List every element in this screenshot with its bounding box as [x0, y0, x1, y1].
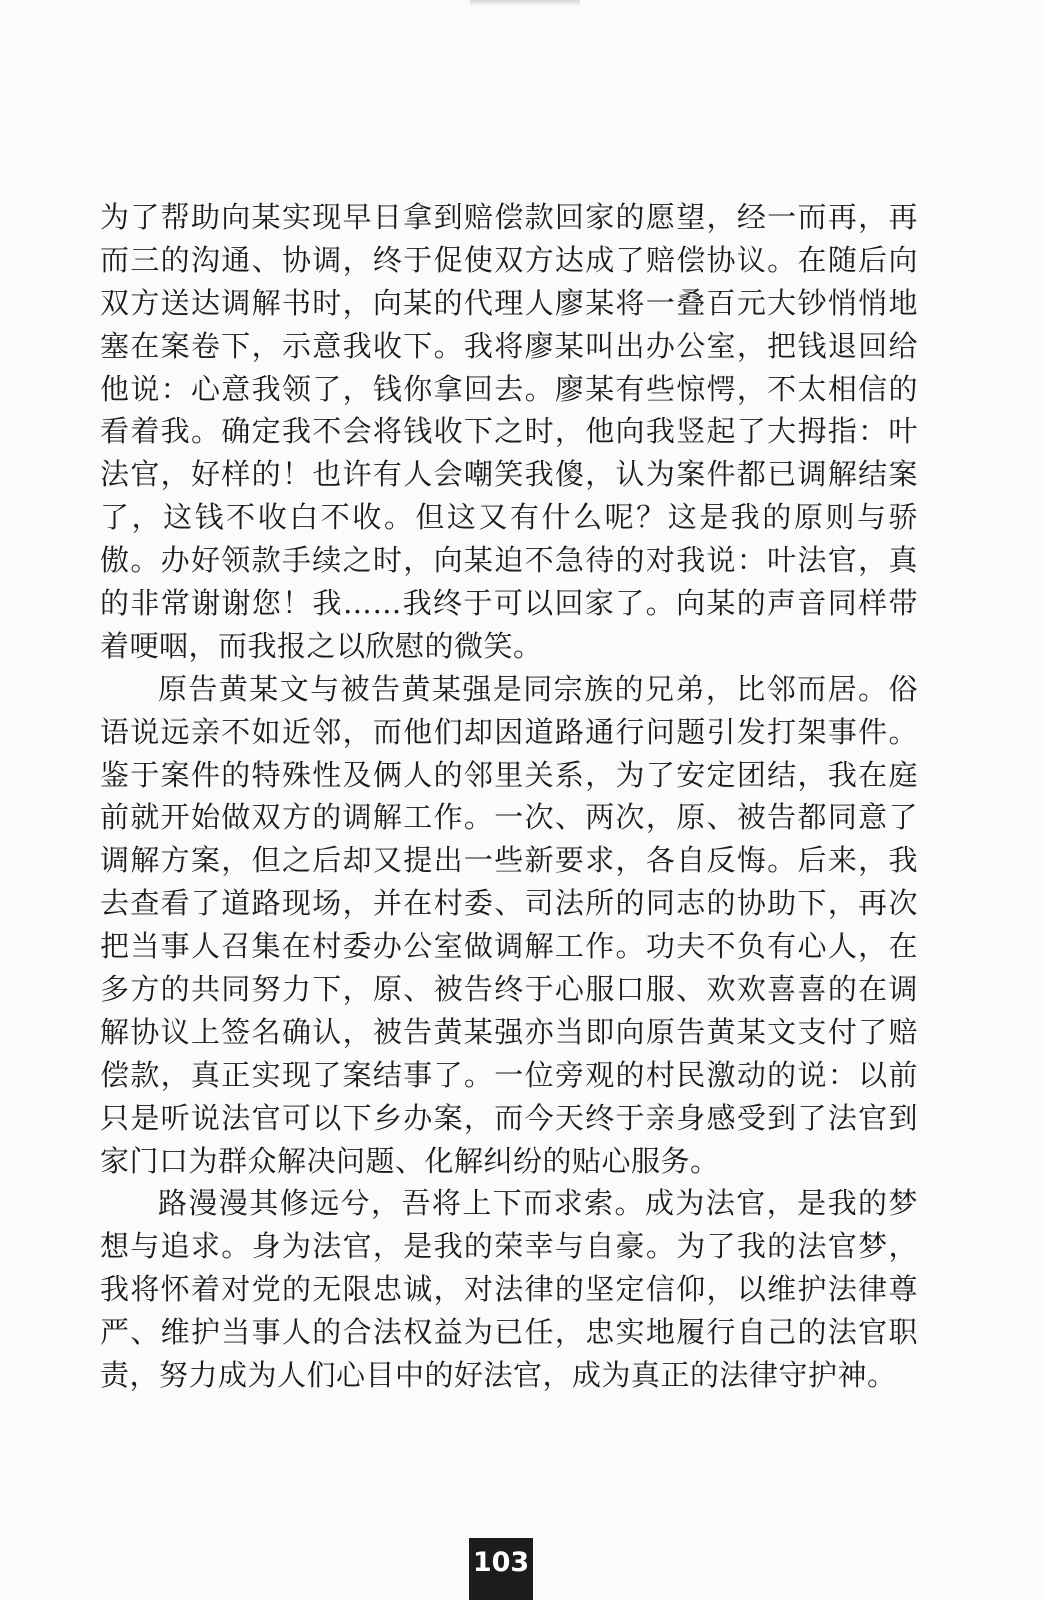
text-line: 傲。办好领款手续之时，向某迫不急待的对我说：叶法官，真: [100, 543, 918, 578]
text-line: 多方的共同努力下，原、被告终于心服口服、欢欢喜喜的在调: [100, 972, 918, 1007]
page-number: 103: [469, 1538, 533, 1600]
text-line: 而三的沟通、协调，终于促使双方达成了赔偿协议。在随后向: [100, 242, 918, 277]
paragraph-1: [100, 196, 918, 668]
text-line: 偿款，真正实现了案结事了。一位旁观的村民激动的说：以前: [100, 1057, 918, 1092]
text-line: 双方送达调解书时，向某的代理人廖某将一叠百元大钞悄悄地: [100, 285, 918, 320]
text-line: 解协议上签名确认，被告黄某强亦当即向原告黄某文支付了赔: [100, 1014, 918, 1049]
text-line: 着哽咽，而我报之以欣慰的微笑。: [100, 628, 543, 663]
text-line: 语说远亲不如近邻，而他们却因道路通行问题引发打架事件。: [100, 714, 918, 749]
text-line: 他说：心意我领了，钱你拿回去。廖某有些惊愕，不太相信的: [100, 371, 918, 406]
text-line: 调解方案，但之后却又提出一些新要求，各自反悔。后来，我: [100, 843, 918, 878]
text-line: 路漫漫其修远兮，吾将上下而求索。成为法官，是我的梦: [158, 1186, 918, 1221]
body-text: [100, 196, 918, 1397]
text-line: 鉴于案件的特殊性及俩人的邻里关系，为了安定团结，我在庭: [100, 757, 918, 792]
text-line: 家门口为群众解决问题、化解纠纷的贴心服务。: [100, 1143, 720, 1178]
text-line: 为了帮助向某实现早日拿到赔偿款回家的愿望，经一而再，再: [100, 200, 918, 234]
text-line: 法官，好样的！也许有人会嘲笑我傻，认为案件都已调解结案: [100, 457, 918, 492]
text-line: 只是听说法官可以下乡办案，而今天终于亲身感受到了法官到: [100, 1100, 918, 1135]
paragraph-2: [100, 668, 918, 1183]
text-line: 了，这钱不收白不收。但这又有什么呢？这是我的原则与骄: [100, 500, 918, 535]
text-line: 原告黄某文与被告黄某强是同宗族的兄弟，比邻而居。俗: [158, 671, 918, 706]
text-line: 塞在案卷下，示意我收下。我将廖某叫出办公室，把钱退回给: [100, 328, 918, 363]
text-line: 的非常谢谢您！我……我终于可以回家了。向某的声音同样带: [100, 586, 918, 621]
scan-shadow: [470, 0, 580, 6]
text-line: 把当事人召集在村委办公室做调解工作。功夫不负有心人，在: [100, 929, 918, 964]
text-line: 我将怀着对党的无限忠诚，对法律的坚定信仰，以维护法律尊: [100, 1272, 918, 1307]
paragraph-3: [100, 1182, 918, 1396]
text-line: 责，努力成为人们心目中的好法官，成为真正的法律守护神。: [100, 1358, 897, 1393]
text-line: 想与追求。身为法官，是我的荣幸与自豪。为了我的法官梦，: [100, 1229, 918, 1264]
text-line: 前就开始做双方的调解工作。一次、两次，原、被告都同意了: [100, 800, 918, 835]
text-line: 去查看了道路现场，并在村委、司法所的同志的协助下，再次: [100, 886, 918, 921]
text-line: 严、维护当事人的合法权益为已任，忠实地履行自己的法官职: [100, 1315, 918, 1350]
text-line: 看着我。确定我不会将钱收下之时，他向我竖起了大拇指：叶: [100, 414, 918, 449]
